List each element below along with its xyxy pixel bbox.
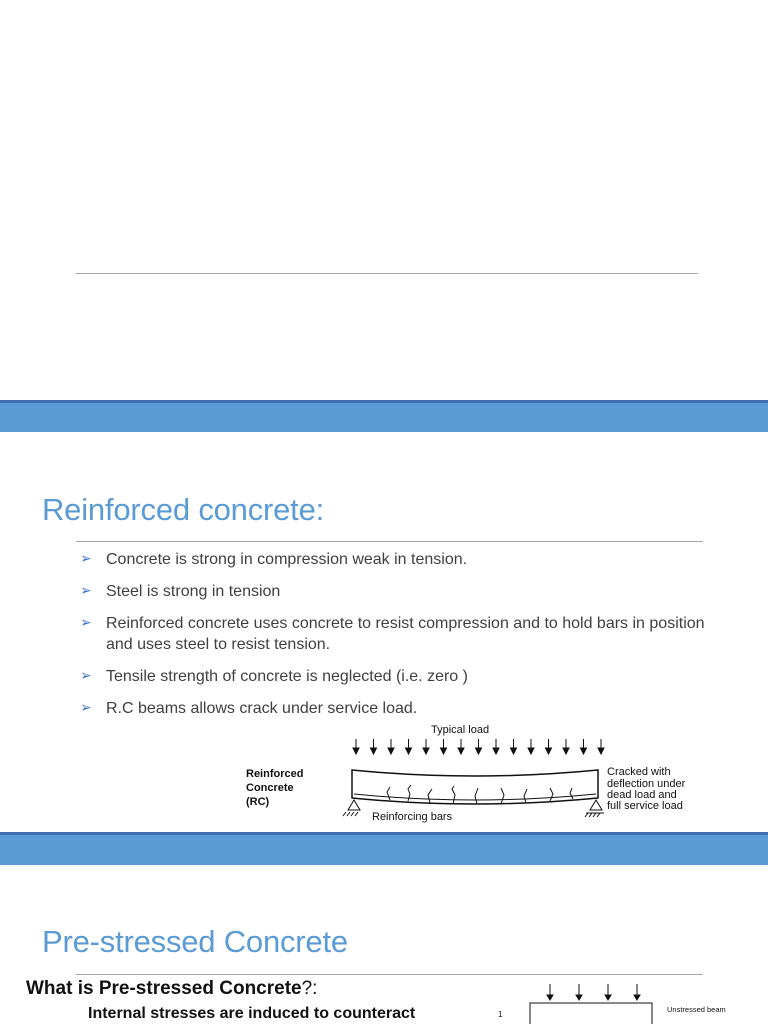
slide3-title: Pre-stressed Concrete (42, 924, 348, 959)
bullet-text: Concrete is strong in compression weak in tension. (106, 551, 468, 568)
bullet-text: Steel is strong in tension (106, 583, 281, 600)
bullet-text: Tensile strength of concrete is neglected (i.e. zero ) (106, 668, 468, 685)
left-support-icon (343, 800, 360, 816)
load-arrow-head (353, 748, 359, 754)
bullet-item (80, 698, 705, 719)
slide-separator-band (0, 400, 768, 432)
load-arrow-head (388, 748, 394, 754)
slide2-title-rule (76, 541, 703, 542)
load-arrow-head (511, 748, 517, 754)
slide1-title-rule (76, 273, 698, 274)
bullet-arrow-icon: ➢ (80, 700, 92, 716)
bullet-item (80, 666, 705, 687)
load-arrow-head (598, 748, 604, 754)
rc-label-line1: Reinforced (246, 768, 304, 780)
prestressed-beam-diagram (490, 982, 740, 1024)
rc-label-line2: Concrete (246, 782, 294, 794)
load-arrow-head (493, 748, 499, 754)
rc-label-line3: (RC) (246, 796, 270, 808)
step-number: 1 (498, 1010, 503, 1019)
bullet-arrow-icon: ➢ (80, 583, 92, 599)
unstressed-beam-label: Unstressed beam (667, 1005, 726, 1014)
cracked-label-line2: deflection under (607, 778, 686, 790)
bullet-text: R.C beams allows crack under service load. (106, 700, 418, 717)
cracked-label-line1: Cracked with (607, 766, 671, 778)
question-suffix: ?: (301, 978, 318, 999)
slide-separator-band (0, 832, 768, 865)
slide2-bullet-list (80, 549, 705, 730)
right-support-icon (585, 800, 604, 817)
load-arrow-head (441, 748, 447, 754)
rc-beam-diagram (240, 720, 710, 826)
load-arrow-head (563, 748, 569, 754)
load-arrow-head (546, 748, 552, 754)
question-text: What is Pre-stressed Concrete (26, 978, 302, 999)
band-top-line (0, 400, 768, 403)
bullet-item (80, 549, 705, 570)
beam-body (352, 770, 598, 804)
bullet-item (80, 613, 705, 655)
load-arrow-head (458, 748, 464, 754)
load-arrow-head (581, 748, 587, 754)
bullet-text: Reinforced concrete uses concrete to resist compression and to hold bars in position and uses steel to resist tension. (106, 615, 705, 653)
cracked-label-line3: dead load and (607, 789, 677, 801)
bullet-arrow-icon: ➢ (80, 615, 92, 631)
unstressed-beam (530, 1003, 652, 1024)
typical-load-label: Typical load (431, 724, 490, 736)
load-arrow-head (528, 748, 534, 754)
load-arrow-head (423, 748, 429, 754)
slide2-title: Reinforced concrete: (42, 492, 325, 527)
band-top-line (0, 832, 768, 835)
load-arrow-head (371, 748, 377, 754)
load-arrows (353, 739, 604, 754)
load-arrow-head (476, 748, 482, 754)
bullet-arrow-icon: ➢ (80, 551, 92, 567)
load-arrows (547, 984, 640, 1000)
prestressed-question-heading (26, 978, 317, 1000)
bullet-arrow-icon: ➢ (80, 668, 92, 684)
load-arrow-head (406, 748, 412, 754)
reinforcing-bars-label: Reinforcing bars (372, 811, 453, 823)
slide3-title-rule (76, 974, 703, 975)
bullet-item (80, 581, 705, 602)
prestressed-subtext: Internal stresses are induced to counteract (88, 1005, 416, 1022)
cracked-label-line4: full service load (607, 800, 683, 812)
